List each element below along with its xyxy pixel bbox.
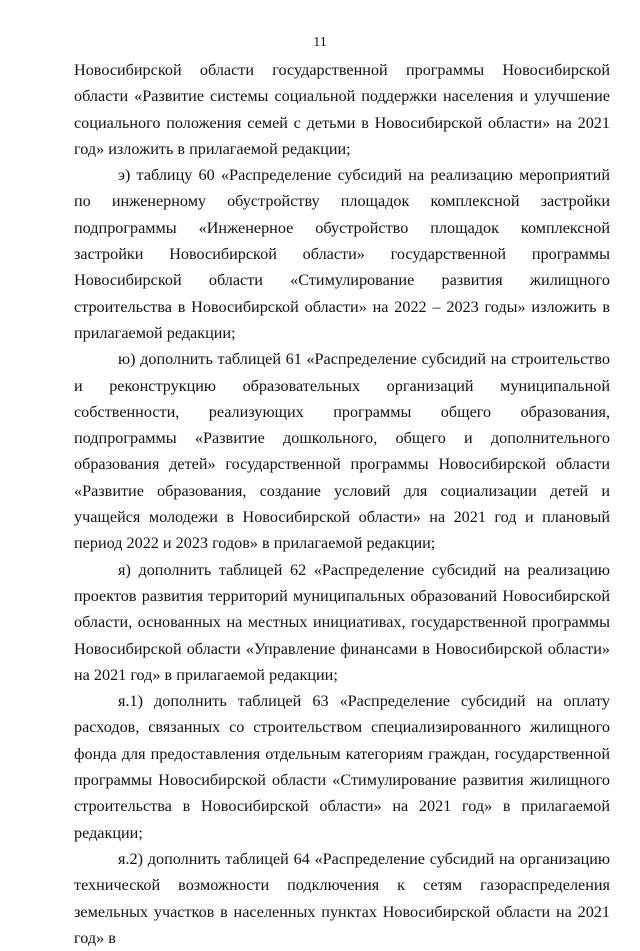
paragraph-continuation: Новосибирской области государственной программы Новосибирской области «Развитие системы социальной поддержки населения и улучшение социального положения семей с детьми в Новосибирской области» на 2021 год» изложить в прилагаемой редакции; (74, 61, 610, 158)
document-body (74, 57, 610, 951)
paragraph-item-ya-1: я.1) дополнить таблицей 63 «Распределение субсидий на оплату расходов, связанных со строительством специализированного жилищного фонда для предоставления отдельным категориям граждан, государственной программы Новосибирской области «Стимулирование развития жилищного строительства в Новосибирской области» на 2021 год» в прилагаемой редакции; (74, 692, 610, 842)
paragraph-item-e: э) таблицу 60 «Распределение субсидий на реализацию мероприятий по инженерному обустройству площадок комплексной застройки подпрограммы «Инженерное обустройство площадок комплексной застройки Новосибирской области» государственной программы Новосибирской области «Стимулирование развития жилищного строительства в Новосибирской области» на 2022 – 2023 годы» изложить в прилагаемой редакции; (74, 166, 610, 342)
page-number: 11 (313, 35, 327, 50)
paragraph-item-yu: ю) дополнить таблицей 61 «Распределение субсидий на строительство и реконструкцию образовательных организаций муниципальной собственности, реализующих программы общего образования, подпрограммы «Развитие дошкольного, общего и дополнительного образования детей» государственной программы Новосибирской области «Развитие образования, создание условий для социализации детей и учащейся молодежи в Новосибирской области» на 2021 год и плановый период 2022 и 2023 годов» в прилагаемой редакции; (74, 350, 610, 553)
paragraph-item-ya: я) дополнить таблицей 62 «Распределение субсидий на реализацию проектов развития территорий муниципальных образований Новосибирской области, основанных на местных инициативах, государственной программы Новосибирской области «Управление финансами в Новосибирской области» на 2021 год» в прилагаемой редакции; (74, 560, 610, 684)
paragraph-item-ya-2: я.2) дополнить таблицей 64 «Распределение субсидий на организацию технической возможности подключения к сетям газораспределения земельных участков в населенных пунктах Новосибирской области на 2021 год» в (74, 849, 610, 947)
